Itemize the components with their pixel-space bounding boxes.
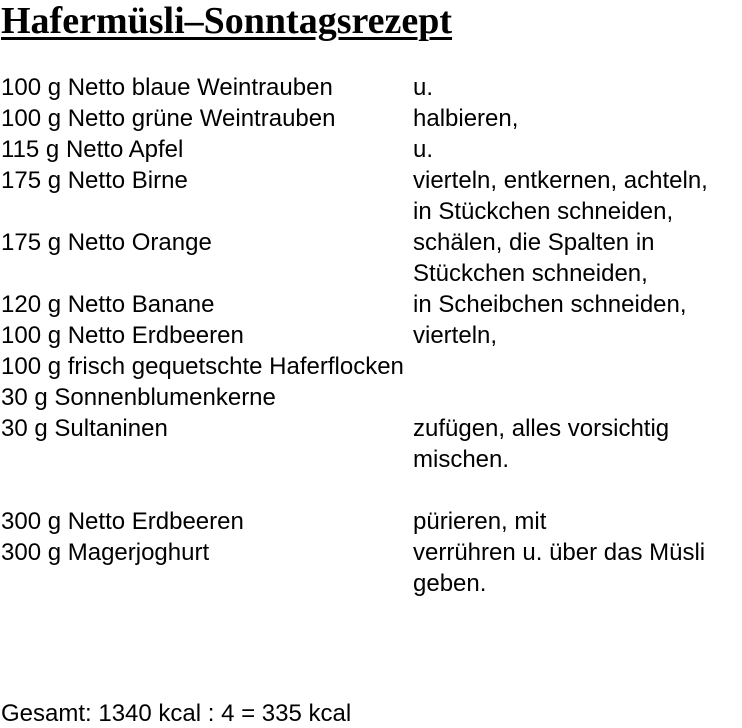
ingredient: 175 g Netto Orange <box>1 229 212 256</box>
instruction: verrühren u. über das Müsli geben. <box>413 539 706 597</box>
instruction: u. <box>413 136 434 163</box>
calorie-total: Gesamt: 1340 kcal : 4 = 335 kcal <box>1 700 352 727</box>
recipe-row <box>1 537 741 599</box>
ingredient: 100 g Netto Erdbeeren <box>1 322 244 349</box>
recipe-body <box>1 72 741 599</box>
ingredient: 300 g Magerjoghurt <box>1 539 210 566</box>
ingredient: 30 g Sonnenblumenkerne <box>1 384 276 411</box>
fruit-group <box>1 72 741 475</box>
recipe-row <box>1 165 741 227</box>
instruction: schälen, die Spalten in Stückchen schneiden, <box>413 229 655 287</box>
ingredient: 115 g Netto Apfel <box>1 136 184 163</box>
ingredient: 120 g Netto Banane <box>1 291 215 318</box>
recipe-row <box>1 413 741 475</box>
recipe-row <box>1 134 741 165</box>
ingredient: 175 g Netto Birne <box>1 167 188 194</box>
ingredient: 100 g frisch gequetschte Haferflocken <box>1 353 404 380</box>
recipe-row <box>1 320 741 351</box>
recipe-row <box>1 72 741 103</box>
instruction: in Scheibchen schneiden, <box>413 291 687 318</box>
ingredient: 300 g Netto Erdbeeren <box>1 508 244 535</box>
instruction: vierteln, <box>413 322 498 349</box>
ingredient: 30 g Sultaninen <box>1 415 168 442</box>
ingredient: 100 g Netto blaue Weintrauben <box>1 74 333 101</box>
instruction: vierteln, entkernen, achteln, in Stückchen schneiden, <box>413 167 708 225</box>
recipe-row <box>1 103 741 134</box>
recipe-row <box>1 351 741 382</box>
instruction: zufügen, alles vorsichtig mischen. <box>413 415 670 473</box>
instruction: halbieren, <box>413 105 519 132</box>
recipe-title: Hafermüsli–Sonntagsrezept <box>1 0 453 42</box>
topping-group <box>1 506 741 599</box>
instruction: pürieren, mit <box>413 508 547 535</box>
recipe-row <box>1 289 741 320</box>
ingredient: 100 g Netto grüne Weintrauben <box>1 105 336 132</box>
recipe-row <box>1 506 741 537</box>
group-spacer <box>1 475 741 506</box>
recipe-row <box>1 382 741 413</box>
recipe-row <box>1 227 741 289</box>
instruction: u. <box>413 74 434 101</box>
